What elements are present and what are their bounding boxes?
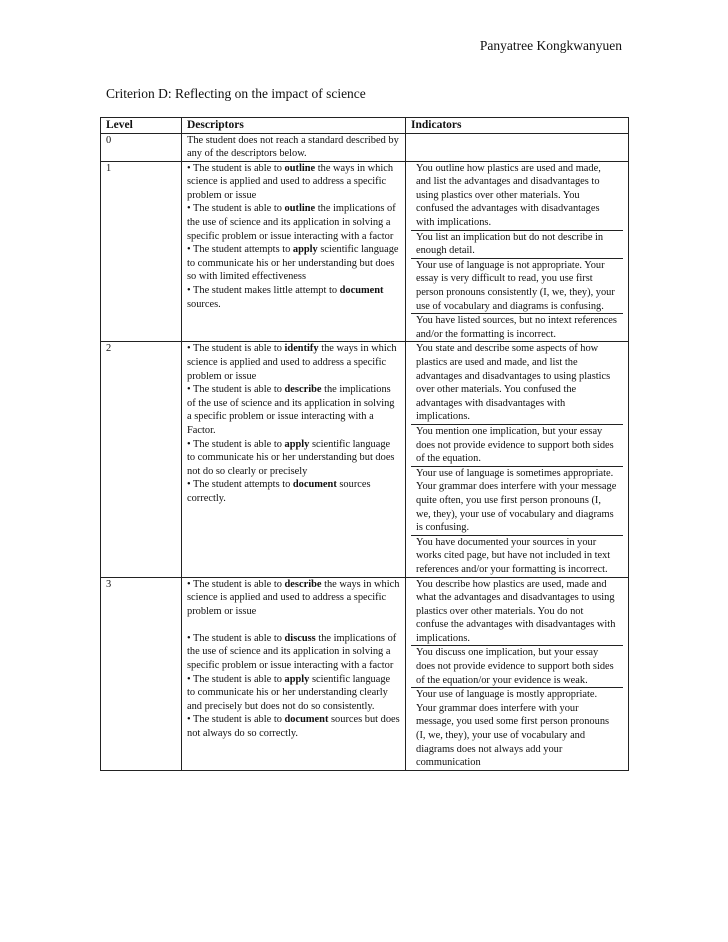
indicator-item: You discuss one implication, but your essay does not provide evidence to support both sides of the equation/or your evidence is weak. <box>411 645 623 687</box>
indicators-header: Indicators <box>406 118 629 134</box>
level-cell: 2 <box>101 342 182 577</box>
descriptors-cell <box>182 161 406 342</box>
indicator-item: Your use of language is mostly appropriate. Your grammar does interfere with your message, you used some first person pronouns (I, we, they), your use of vocabulary and diagrams does not always add your communication <box>411 687 623 770</box>
descriptor-item: • The student attempts to document sources correctly. <box>187 479 371 504</box>
descriptor-item: • The student is able to discuss the implications of the use of science and its application in solving a specific problem or issue interacting with a factor <box>187 632 397 672</box>
indicator-item: You describe how plastics are used, made and what the advantages and disadvantages to using plastics over other materials. You do not confuse the advantages with disadvantages with implications. <box>416 578 616 644</box>
descriptor-item: • The student is able to describe the ways in which science is applied and used to address a specific problem or issue <box>187 578 400 617</box>
indicators-cell <box>406 133 629 161</box>
indicators-cell <box>406 342 629 577</box>
descriptor-item: • The student is able to document sources but does not always do so correctly. <box>187 714 400 740</box>
descriptors-header: Descriptors <box>182 118 406 134</box>
level-cell: 3 <box>101 577 182 770</box>
descriptors-cell <box>182 133 406 161</box>
indicator-item: You list an implication but do not describe in enough detail. <box>411 230 623 258</box>
indicator-item: You state and describe some aspects of how plastics are used and made, and list the advantages and disadvantages to using plastics over other materials. You confused the advantages with disadvantages with implications. <box>416 343 611 423</box>
descriptor-item: • The student is able to apply scientific language to communicate his or her understanding but does not do so clearly or precisely <box>187 438 395 477</box>
descriptor-item: • The student is able to identify the ways in which science is applied and used to address a specific problem or issue <box>187 343 397 382</box>
indicators-cell <box>406 161 629 342</box>
indicator-item: Your use of language is sometimes appropriate. Your grammar does interfere with your message quite often, you use first person pronouns (I, we, they), your use of vocabulary and diagrams is confusing. <box>411 466 623 535</box>
table-row <box>101 342 629 577</box>
descriptor-item: • The student is able to outline the implications of the use of science and its application in solving a specific problem or issue interacting with a factor <box>187 203 396 242</box>
rubric-table <box>100 117 629 771</box>
level-header: Level <box>101 118 182 134</box>
author-name: Panyatree Kongkwanyuen <box>479 38 622 53</box>
indicator-item: You mention one implication, but your essay does not provide evidence to support both sides of the equation. <box>411 424 623 466</box>
descriptor-item: • The student attempts to apply scientific language to communicate his or her understanding but does so with limited effectiveness <box>187 244 399 283</box>
indicators-cell <box>406 577 629 770</box>
descriptors-cell <box>182 342 406 577</box>
descriptor-item: • The student is able to outline the ways in which science is applied and used to address a specific problem or issue <box>187 162 394 201</box>
descriptors-cell <box>182 577 406 770</box>
indicator-item: You have listed sources, but no intext references and/or the formatting is incorrect. <box>411 313 623 341</box>
table-row <box>101 577 629 770</box>
level-cell: 0 <box>101 133 182 161</box>
level-cell: 1 <box>101 161 182 342</box>
descriptor-item: The student does not reach a standard described by any of the descriptors below. <box>187 134 399 160</box>
criterion-title: Criterion D: Reflecting on the impact of science <box>106 86 366 101</box>
indicator-item: Your use of language is not appropriate. Your essay is very difficult to read, you use first person pronouns consistently (I, we, they), your use of vocabulary and diagrams is confusing. <box>411 258 623 313</box>
table-header-row <box>101 118 629 134</box>
indicator-item: You have documented your sources in your works cited page, but have not included in text references and/or your formatting is incorrect. <box>411 535 623 577</box>
indicator-item: You outline how plastics are used and made, and list the advantages and disadvantages to using plastics over other materials. You confused the advantages with disadvantages with implications. <box>416 162 601 229</box>
table-row <box>101 133 629 161</box>
descriptor-item: • The student is able to describe the implications of the use of science and its application in solving a specific problem or issue interacting with a Factor. <box>187 384 395 436</box>
descriptor-item: • The student is able to apply scientific language to communicate his or her understanding clearly and precisely but does not do so consistently. <box>187 673 391 712</box>
descriptor-item: • The student makes little attempt to document sources. <box>187 285 384 310</box>
table-row <box>101 161 629 342</box>
